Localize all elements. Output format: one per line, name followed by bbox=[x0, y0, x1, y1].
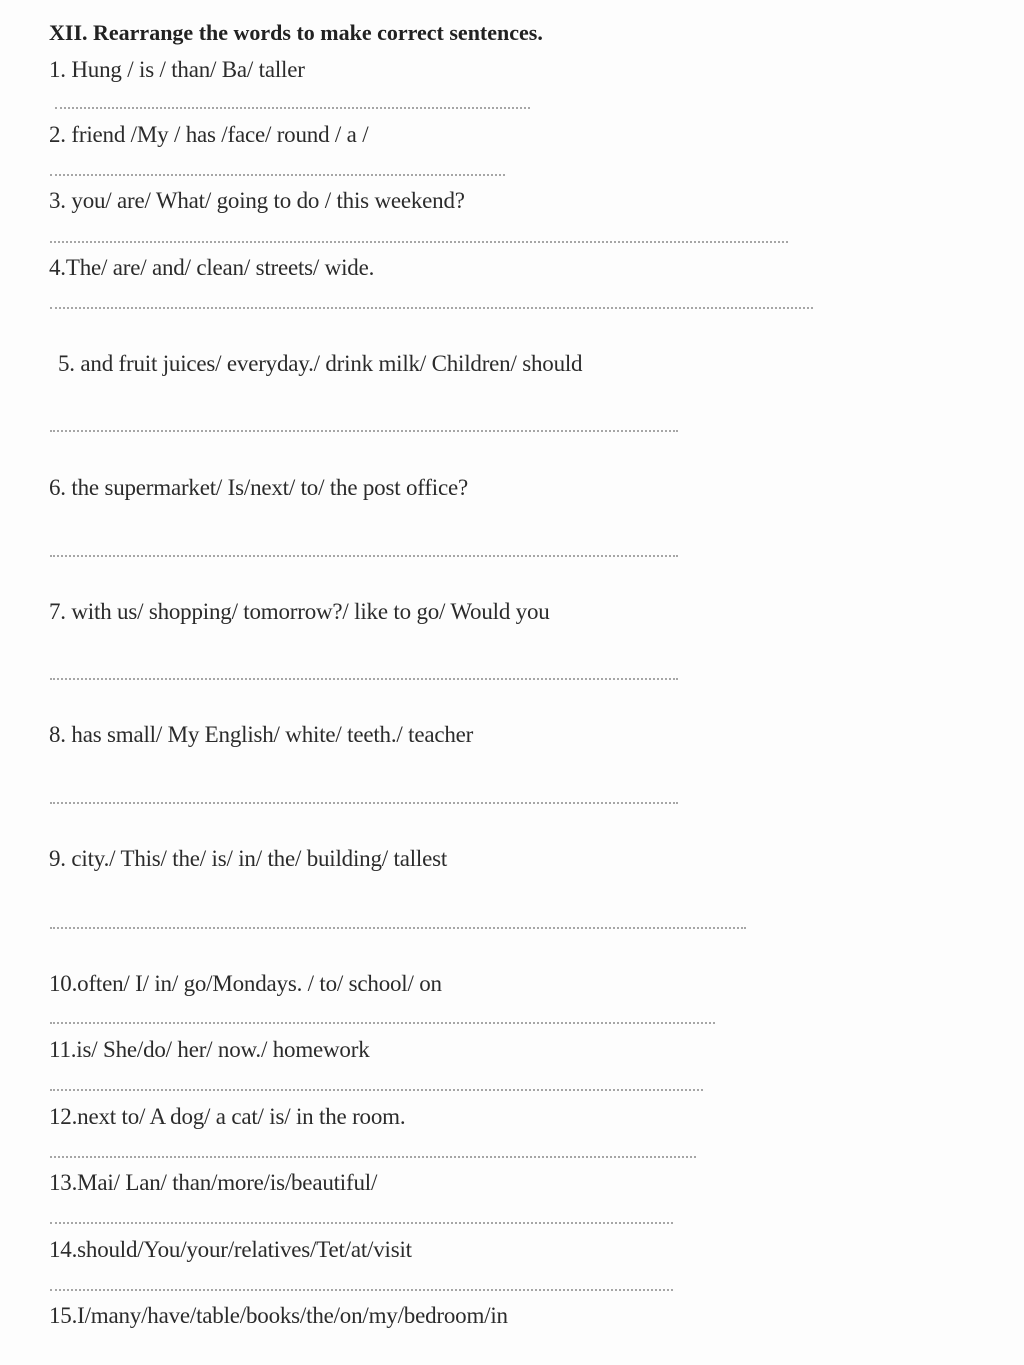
answer-line-4 bbox=[50, 307, 813, 309]
question-10: 10.often/ I/ in/ go/Mondays. / to/ school/ on bbox=[49, 971, 442, 996]
answer-line-11 bbox=[50, 1089, 703, 1091]
answer-line-6 bbox=[50, 555, 678, 557]
question-13: 13.Mai/ Lan/ than/more/is/beautiful/ bbox=[49, 1170, 378, 1195]
question-2: 2. friend /My / has /face/ round / a / bbox=[49, 122, 369, 147]
exercise-heading: XII. Rearrange the words to make correct sentences. bbox=[49, 20, 543, 45]
question-12: 12.next to/ A dog/ a cat/ is/ in the room. bbox=[49, 1104, 406, 1129]
answer-line-10 bbox=[50, 1022, 715, 1024]
question-6: 6. the supermarket/ Is/next/ to/ the post office? bbox=[49, 475, 468, 500]
question-8: 8. has small/ My English/ white/ teeth./ teacher bbox=[49, 722, 474, 747]
answer-line-1 bbox=[55, 107, 530, 109]
question-7: 7. with us/ shopping/ tomorrow?/ like to go/ Would you bbox=[49, 599, 550, 624]
question-5: 5. and fruit juices/ everyday./ drink milk/ Children/ should bbox=[58, 351, 583, 376]
question-15: 15.I/many/have/table/books/the/on/my/bedroom/in bbox=[49, 1303, 508, 1328]
answer-line-14 bbox=[50, 1289, 673, 1291]
answer-line-13 bbox=[50, 1222, 673, 1224]
answer-line-9 bbox=[50, 927, 746, 929]
answer-line-2 bbox=[50, 174, 505, 176]
question-11: 11.is/ She/do/ her/ now./ homework bbox=[49, 1037, 370, 1062]
question-9: 9. city./ This/ the/ is/ in/ the/ building/ tallest bbox=[49, 846, 448, 871]
question-4: 4.The/ are/ and/ clean/ streets/ wide. bbox=[49, 255, 375, 280]
answer-line-5 bbox=[50, 430, 678, 432]
answer-line-12 bbox=[50, 1156, 696, 1158]
question-3: 3. you/ are/ What/ going to do / this weekend? bbox=[49, 188, 465, 213]
question-1: 1. Hung / is / than/ Ba/ taller bbox=[49, 57, 305, 82]
answer-line-7 bbox=[50, 678, 678, 680]
answer-line-8 bbox=[50, 802, 678, 804]
question-14: 14.should/You/your/relatives/Tet/at/visit bbox=[49, 1237, 412, 1262]
answer-line-3 bbox=[50, 241, 788, 243]
